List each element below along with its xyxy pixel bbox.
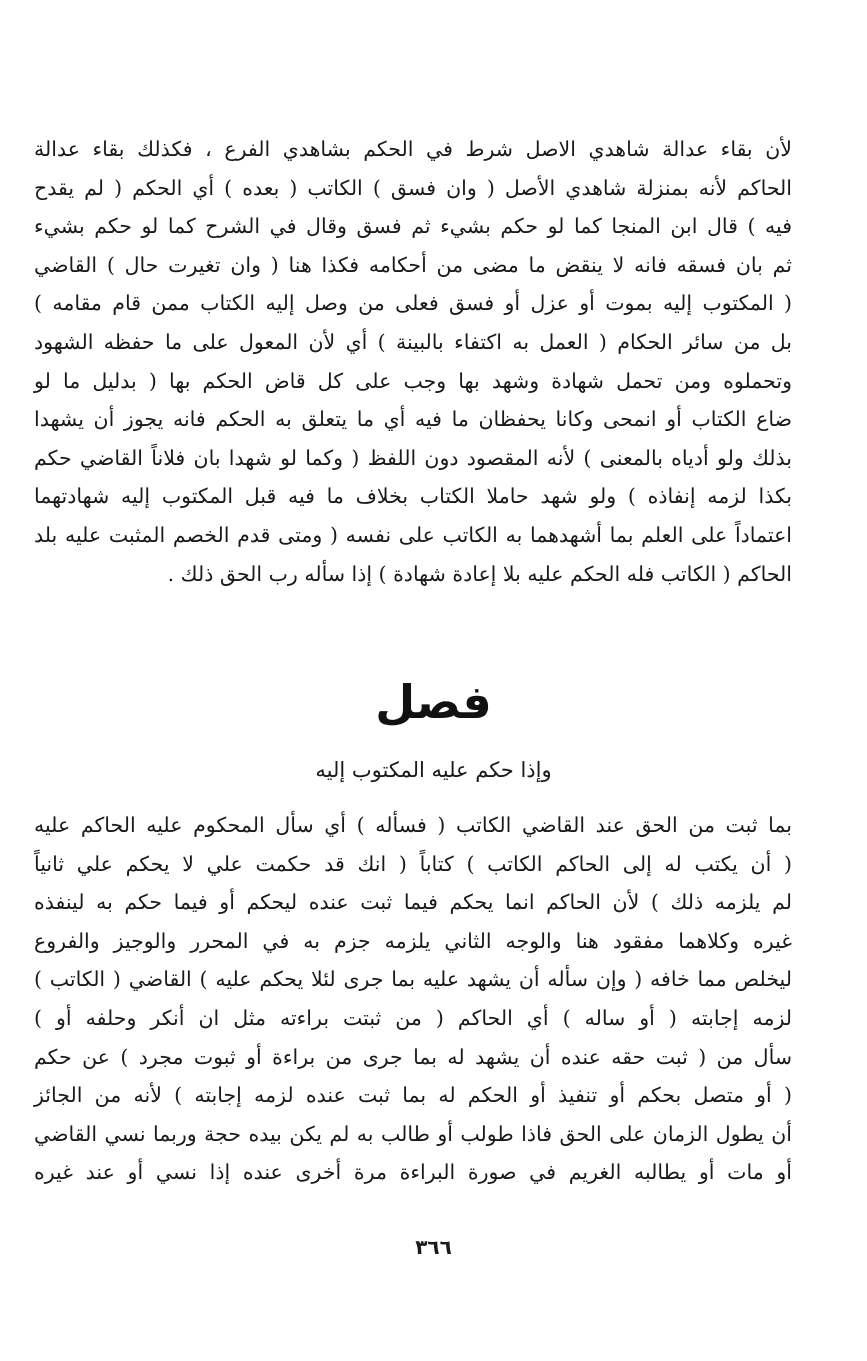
paragraph-1 [34, 130, 792, 593]
page-text-block-2 [34, 806, 792, 1192]
paragraph-line: بذلك ولو أدياه بالمعنى ) لأنه المقصود دون اللفظ ( وكما لو شهدا بان فلاناً القاضي حكم [34, 445, 792, 470]
paragraph-line: ( المكتوب إليه بموت أو عزل أو فسق فعلى من وصل إليه الكتاب ممن قام مقامه ) [34, 291, 792, 316]
paragraph-line: لزمه إجابته ( أو ساله ) أي الحاكم ( من ثبتت براءته مثل ان أنكر وحلفه أو ) [34, 1005, 792, 1030]
paragraph-line: بل من سائر الحكام ( العمل به اكتفاء بالبينة ) أي لأن المعول على ما حفظه الشهود [34, 329, 792, 354]
paragraph-line: ثم بان فسقه فانه لا ينقض ما مضى من أحكامه فكذا هنا ( وان تغيرت حال ) القاضي [34, 252, 792, 277]
paragraph-line: سأل من ( ثبت حقه عنده أن يشهد له بما جرى من براءة أو ثبوت مجرد ) عن حكم [34, 1044, 792, 1069]
paragraph-line: أو مات أو يطالبه الغريم في صورة البراءة مرة أخرى عنده إذا نسي أو عند غيره [34, 1160, 792, 1185]
paragraph-line: ( أو متصل بحكم أو تنفيذ أو الحكم له بما ثبت عنده لزمه إجابته ) لأنه من الجائز [34, 1083, 792, 1108]
page-text-block [34, 130, 792, 593]
paragraph-line: فيه ) قال ابن المنجا كما لو حكم بشيء ثم فسق وقال في الشرح كما لو حكم بشيء [34, 214, 792, 239]
paragraph-2 [34, 806, 792, 1192]
paragraph-line: الحاكم ( الكاتب فله الحكم عليه بلا إعادة شهادة ) إذا سأله رب الحق ذلك . [167, 561, 792, 586]
paragraph-line: لم يلزمه ذلك ) لأن الحاكم انما يحكم فيما ثبت عنده ليحكم أو فيما حكم به لينفذه [34, 890, 792, 915]
paragraph-line: اعتماداً على العلم بما أشهدهما به الكاتب على نفسه ( ومتى قدم الخصم المثبت عليه بلد [34, 522, 792, 547]
paragraph-line: بما ثبت من الحق عند القاضي الكاتب ( فسأله ) أي سأل المحكوم عليه الحاكم عليه [34, 813, 792, 837]
page-number: ٣٦٦ [415, 1235, 452, 1259]
paragraph-line: غيره وكلاهما مفقود هنا والوجه الثاني يلزمه جزم به في المحرر والوجيز والفروع [34, 928, 792, 953]
section-subheading: وإذا حكم عليه المكتوب إليه [315, 758, 552, 782]
paragraph-line: بكذا لزمه إنفاذه ) ولو شهد حاملا الكتاب بخلاف ما فيه قبل المكتوب إليه شهادتهما [34, 484, 792, 509]
paragraph-line: لأن بقاء عدالة شاهدي الاصل شرط في الحكم بشاهدي الفرع ، فكذلك بقاء عدالة [34, 137, 792, 161]
paragraph-line: ( أن يكتب له إلى الحاكم الكاتب ) كتاباً ( انك قد حكمت علي لا يحكم علي ثانياً [34, 851, 792, 876]
paragraph-line: ليخلص مما خافه ( وإن سأله أن يشهد عليه بما جرى لئلا يحكم عليه ) القاضي ( الكاتب ) [34, 967, 792, 992]
section-heading: فصل [375, 675, 492, 729]
paragraph-line: الحاكم لأنه بمنزلة شاهدي الأصل ( وان فسق ) الكاتب ( بعده ) أي الحكم ( لم يقدح [34, 175, 792, 200]
paragraph-line: وتحملوه ومن تحمل شهادة وشهد بها وجب على كل قاض الحكم بها ( بدليل ما لو [34, 368, 792, 393]
paragraph-line: ضاع الكتاب أو انمحى وكانا يحفظان ما فيه أي ما يتعلق به الحكم فانه يجوز أن يشهدا [34, 407, 792, 432]
paragraph-line: أن يطول الزمان على الحق فاذا طولب أو طالب به لم يكن بيده حجة وربما نسي القاضي [34, 1121, 792, 1146]
